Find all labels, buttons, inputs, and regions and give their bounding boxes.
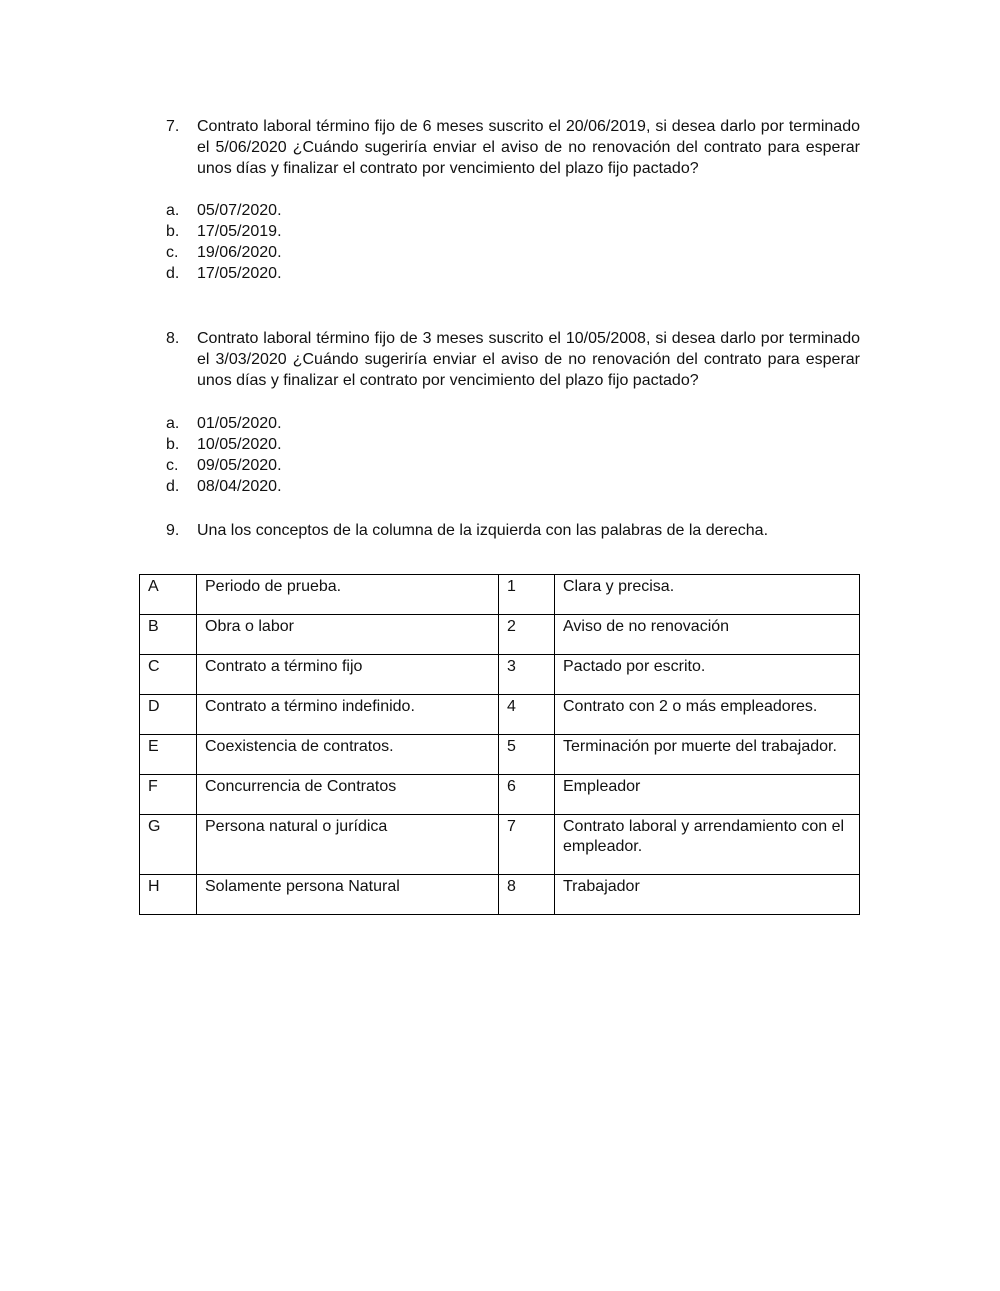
- option-a[interactable]: [166, 413, 566, 434]
- option-d[interactable]: [166, 476, 566, 497]
- table-row: [140, 575, 860, 615]
- right-word-cell: Pactado por escrito.: [555, 655, 860, 695]
- question-text: Una los conceptos de la columna de la izquierda con las palabras de la derecha.: [197, 522, 769, 539]
- option-letter: d.: [166, 265, 180, 282]
- table-row: [140, 815, 860, 875]
- table-row: [140, 615, 860, 655]
- question-number: 9.: [166, 522, 180, 539]
- option-text: 19/06/2020.: [197, 244, 282, 261]
- left-key-cell: E: [140, 735, 197, 775]
- left-key-cell: F: [140, 775, 197, 815]
- option-b[interactable]: [166, 434, 566, 455]
- options-list: [166, 413, 566, 497]
- option-text: 17/05/2019.: [197, 223, 282, 240]
- question-7: [166, 116, 860, 179]
- question-8: [166, 328, 860, 391]
- option-text: 10/05/2020.: [197, 436, 282, 453]
- option-c[interactable]: [166, 455, 566, 476]
- left-concept-cell: Contrato a término fijo: [197, 655, 499, 695]
- option-letter: b.: [166, 436, 180, 453]
- table-row: [140, 655, 860, 695]
- question-number: 8.: [166, 330, 180, 347]
- right-word-cell: Trabajador: [555, 875, 860, 915]
- left-concept-cell: Concurrencia de Contratos: [197, 775, 499, 815]
- question-text: Contrato laboral término fijo de 6 meses suscrito el 20/06/2019, si desea darlo por terminado el 5/06/2020 ¿Cuándo sugeriría enviar el aviso de no renovación del contrato para esperar unos días y finalizar el contrato por vencimiento del plazo fijo pactado?: [197, 118, 860, 177]
- option-b[interactable]: [166, 221, 566, 242]
- left-key-cell: G: [140, 815, 197, 875]
- left-concept-cell: Periodo de prueba.: [197, 575, 499, 615]
- option-c[interactable]: [166, 242, 566, 263]
- option-text: 01/05/2020.: [197, 415, 282, 432]
- right-key-cell: 8: [499, 875, 555, 915]
- left-concept-cell: Obra o labor: [197, 615, 499, 655]
- option-a[interactable]: [166, 200, 566, 221]
- option-text: 05/07/2020.: [197, 202, 282, 219]
- left-key-cell: A: [140, 575, 197, 615]
- right-key-cell: 5: [499, 735, 555, 775]
- right-key-cell: 4: [499, 695, 555, 735]
- right-key-cell: 6: [499, 775, 555, 815]
- option-text: 17/05/2020.: [197, 265, 282, 282]
- matching-table: [139, 574, 860, 915]
- right-word-cell: Clara y precisa.: [555, 575, 860, 615]
- table-row: [140, 775, 860, 815]
- right-word-cell: Terminación por muerte del trabajador.: [555, 735, 860, 775]
- left-key-cell: C: [140, 655, 197, 695]
- right-key-cell: 2: [499, 615, 555, 655]
- option-letter: d.: [166, 478, 180, 495]
- question-9: [166, 520, 860, 541]
- left-concept-cell: Persona natural o jurídica: [197, 815, 499, 875]
- right-word-cell: Empleador: [555, 775, 860, 815]
- option-letter: a.: [166, 202, 180, 219]
- options-list: [166, 200, 566, 284]
- left-concept-cell: Coexistencia de contratos.: [197, 735, 499, 775]
- left-key-cell: B: [140, 615, 197, 655]
- right-word-cell: Contrato con 2 o más empleadores.: [555, 695, 860, 735]
- option-text: 08/04/2020.: [197, 478, 282, 495]
- right-key-cell: 3: [499, 655, 555, 695]
- table-row: [140, 875, 860, 915]
- option-d[interactable]: [166, 263, 566, 284]
- right-key-cell: 7: [499, 815, 555, 875]
- question-text: Contrato laboral término fijo de 3 meses suscrito el 10/05/2008, si desea darlo por terminado el 3/03/2020 ¿Cuándo sugeriría enviar el aviso de no renovación del contrato para esperar unos días y finalizar el contrato por vencimiento del plazo fijo pactado?: [197, 330, 860, 389]
- option-letter: c.: [166, 244, 179, 261]
- table-row: [140, 695, 860, 735]
- left-key-cell: D: [140, 695, 197, 735]
- option-text: 09/05/2020.: [197, 457, 282, 474]
- left-key-cell: H: [140, 875, 197, 915]
- option-letter: a.: [166, 415, 180, 432]
- right-key-cell: 1: [499, 575, 555, 615]
- question-number: 7.: [166, 118, 180, 135]
- right-word-cell: Contrato laboral y arrendamiento con el empleador.: [555, 815, 860, 875]
- right-word-cell: Aviso de no renovación: [555, 615, 860, 655]
- table-row: [140, 735, 860, 775]
- left-concept-cell: Solamente persona Natural: [197, 875, 499, 915]
- left-concept-cell: Contrato a término indefinido.: [197, 695, 499, 735]
- option-letter: b.: [166, 223, 180, 240]
- option-letter: c.: [166, 457, 179, 474]
